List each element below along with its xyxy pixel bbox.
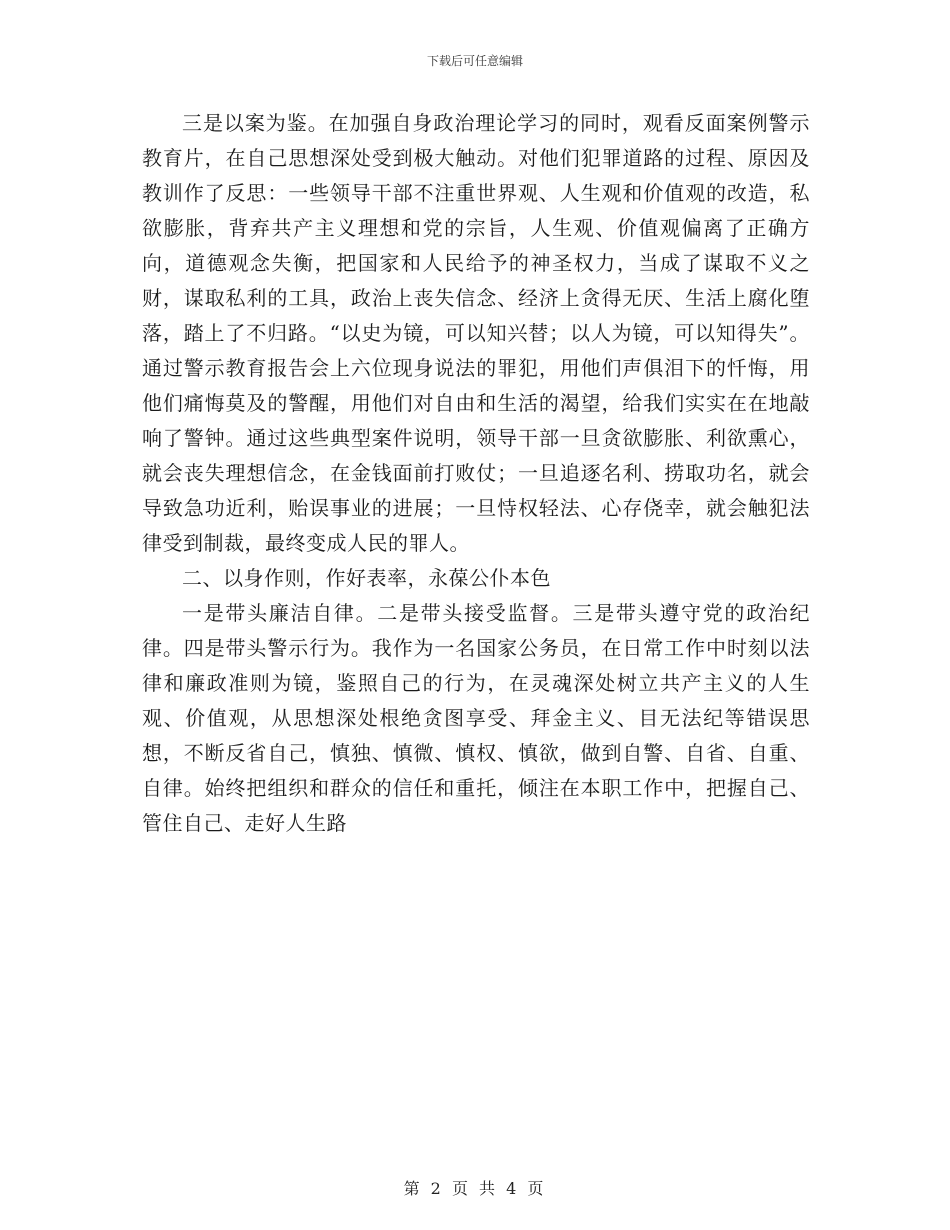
page-header: 下载后可任意编辑 [426, 54, 523, 68]
paragraph-case-lessons: 三是以案为鉴。在加强自身政治理论学习的同时，观看反面案例警示教育片，在自己思想深处受到极大触动。对他们犯罪道路的过程、原因及教训作了反思：一些领导干部不注重世界观、人生观和价值观的改造，私欲膨胀，背弃共产主义理想和党的宗旨，人生观、价值观偏离了正确方向，道德观念失衡，把国家和人民给予的神圣权力，当成了谋取不义之财，谋取私利的工具，政治上丧失信念、经济上贪得无厌、生活上腐化堕落，踏上了不归路。“以史为镜，可以知兴替；以人为镜，可以知得失”。通过警示教育报告会上六位现身说法的罪犯，用他们声俱泪下的忏悔，用他们痛悔莫及的警醒，用他们对自由和生活的渴望，给我们实实在在地敲响了警钟。通过这些典型案件说明，领导干部一旦贪欲膨胀、利欲熏心，就会丧失理想信念，在金钱面前打败仗；一旦追逐名利、捞取功名，就会导致急功近利，贻误事业的进展；一旦恃权轻法、心存侥幸，就会触犯法律受到制裁，最终变成人民的罪人。 [142, 111, 810, 555]
section-heading: 二、以身作则，作好表率，永葆公仆本色 [182, 566, 551, 590]
page-number: 第 2 页 共 4 页 [403, 1179, 547, 1198]
document-body [142, 106, 810, 841]
paragraph-self-discipline: 一是带头廉洁自律。二是带头接受监督。三是带头遵守党的政治纪律。四是带头警示行为。我作为一名国家公务员，在日常工作中时刻以法律和廉政准则为镜，鉴照自己的行为，在灵魂深处树立共产主义的人生观、价值观，从思想深处根绝贪图享受、拜金主义、目无法纪等错误思想，不断反省自己，慎独、慎微、慎权、慎欲，做到自警、自省、自重、自律。始终把组织和群众的信任和重托，倾注在本职工作中，把握自己、管住自己、走好人生路 [142, 601, 810, 835]
